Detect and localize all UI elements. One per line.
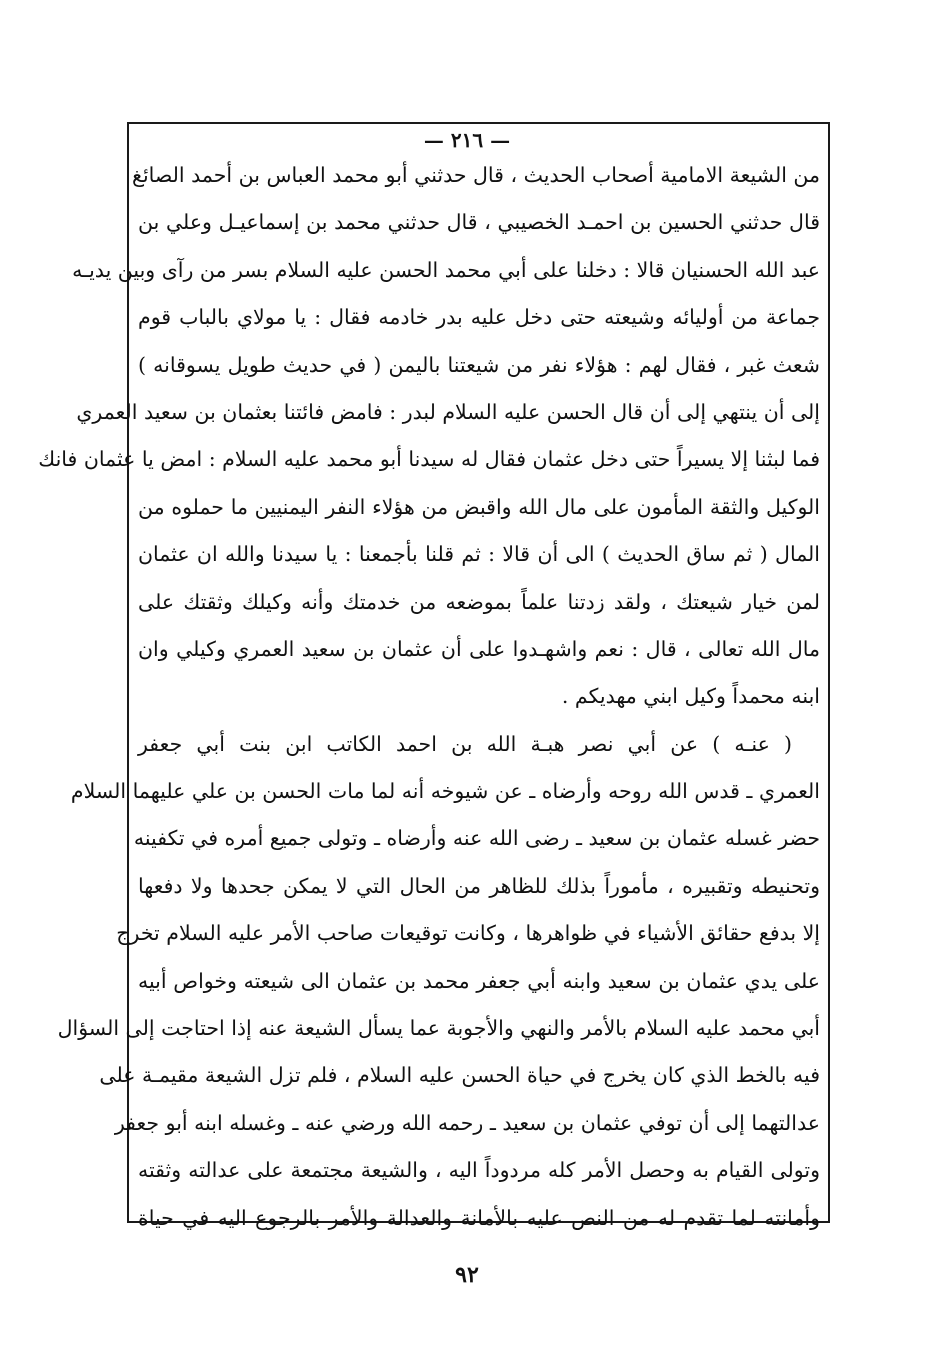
text-line: على يدي عثمان بن سعيد وابنه أبي جعفر محمد بن عثمان الى شيعته وخواص أبيه bbox=[138, 968, 820, 993]
text-line: وتولى القيام به وحصل الأمر كله مردوداً اليه ، والشيعة مجتمعة على عدالته وثقته bbox=[138, 1158, 820, 1183]
paragraph-start-line: ( عنـه ) عن أبي نصر هبـة الله بن احمد الكاتب ابن بنت أبي جعفر bbox=[138, 731, 792, 756]
text-line: ابنه محمداً وكيل ابني مهديكم . bbox=[561, 684, 820, 709]
text-line: أبي محمد عليه السلام بالأمر والنهي والأجوبة عما يسأل الشيعة عنه إذا احتاجت إلى السؤال bbox=[57, 1016, 820, 1041]
text-line: جماعة من أوليائه وشيعته حتى دخل عليه بدر خادمه فقال : يا مولاي بالباب قوم bbox=[138, 305, 820, 330]
text-line: مال الله تعالى ، قال : نعم واشهـدوا على أن عثمان بن سعيد العمري وكيلي وان bbox=[138, 636, 820, 661]
text-line: إلى أن ينتهي إلى أن قال الحسن عليه السلام لبدر : فامض فائتنا بعثمان بن سعيد العمري bbox=[76, 399, 820, 424]
text-line: فيه بالخط الذي كان يخرج في حياة الحسن عليه السلام ، فلم تزل الشيعة مقيمـة على bbox=[99, 1063, 820, 1088]
text-line: الوكيل والثقة المأمون على مال الله واقبض من هؤلاء النفر اليمنيين ما حملوه من bbox=[138, 494, 820, 519]
text-line: عدالتهما إلى أن توفي عثمان بن سعيد ـ رحمه الله ورضي عنه ـ وغسله ابنه أبو جعفر bbox=[114, 1110, 820, 1135]
text-line: العمري ـ قدس الله روحه وأرضاه ـ عن شيوخه أنه لما مات الحسن بن علي عليهما السلام bbox=[70, 779, 820, 804]
text-line: المال ( ثم ساق الحديث ) الى أن قالا : ثم قلنا بأجمعنا : يا سيدنا والله ان عثمان bbox=[138, 542, 820, 567]
body-text bbox=[38, 152, 820, 1242]
text-line: إلا بدفع حقائق الأشياء في ظواهرها ، وكانت توقيعات صاحب الأمر عليه السلام تخرج bbox=[116, 921, 820, 946]
text-line: من الشيعة الامامية أصحاب الحديث ، قال حدثني أبو محمد العباس بن أحمد الصائغ bbox=[132, 163, 820, 187]
text-line: حضر غسله عثمان بن سعيد ـ رضى الله عنه وأرضاه ـ وتولى جميع أمره في تكفينه bbox=[133, 826, 820, 851]
text-line: لمن خيار شيعتك ، ولقد زدتنا علماً بموضعه من خدمتك وأنه وكيلك وثقتك على bbox=[138, 589, 820, 614]
inner-page-number: — ٢١٦ — bbox=[423, 128, 511, 152]
text-line: قال حدثني الحسين بن احمـد الخصيبي ، قال حدثني محمد بن إسماعيـل وعلي بن bbox=[138, 210, 820, 235]
text-line: شعث غبر ، فقال لهم : هؤلاء نفر من شيعتنا باليمن ( في حديث طويل يسوقانه ) bbox=[138, 352, 820, 377]
text-line: عبد الله الحسنيان قالا : دخلنا على أبي محمد الحسن عليه السلام بسر من رآى وبين يديـه bbox=[72, 257, 820, 282]
outer-page-number: ٩٢ bbox=[455, 1262, 479, 1288]
text-line: وتحنيطه وتقبيره ، مأموراً بذلك للظاهر من الحال التي لا يمكن جحدها ولا دفعها bbox=[138, 873, 820, 898]
text-line: فما لبثنا إلا يسيراً حتى دخل عثمان فقال له سيدنا أبو محمد عليه السلام : امض يا عثمان فانك bbox=[38, 447, 820, 472]
text-line: وأمانته لما تقدم له من النص عليه بالأمانة والعدالة والأمر بالرجوع اليه في حياة bbox=[138, 1205, 820, 1230]
